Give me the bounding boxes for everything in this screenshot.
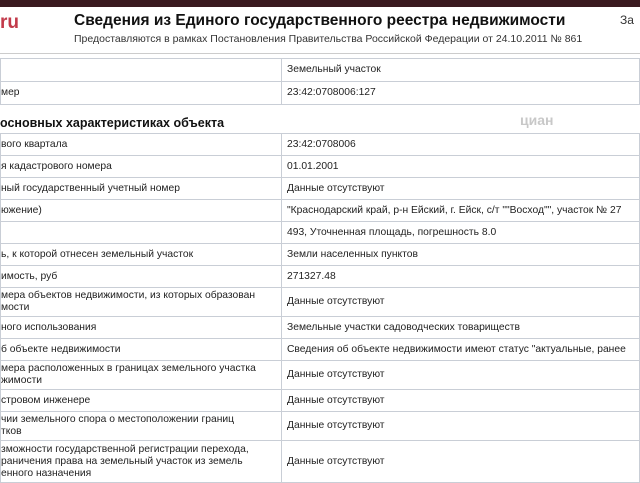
row-label: южение): [1, 200, 282, 222]
page-subtitle: Предоставляются в рамках Постановления Правительства Российской Федерации от 24.10.2011 № 861: [74, 33, 583, 45]
row-value: Земельный участок: [282, 59, 640, 82]
table-row: [1, 441, 640, 483]
table-row: [1, 134, 640, 156]
row-label: мера расположенных в границах земельного участка жимости: [1, 361, 282, 390]
row-label: мера объектов недвижимости, из которых образован мости: [1, 288, 282, 317]
row-value: Данные отсутствуют: [282, 441, 640, 483]
row-value: Земельные участки садоводческих товариществ: [282, 317, 640, 339]
row-value: 23:42:0708006:127: [282, 82, 640, 105]
row-value: Данные отсутствуют: [282, 412, 640, 441]
row-label: [1, 222, 282, 244]
table-row: [1, 178, 640, 200]
table-row: [1, 361, 640, 390]
row-label: [1, 59, 282, 82]
row-value: Земли населенных пунктов: [282, 244, 640, 266]
table-row: [1, 266, 640, 288]
row-label: я кадастрового номера: [1, 156, 282, 178]
table-row: [1, 339, 640, 361]
row-label: стровом инженере: [1, 390, 282, 412]
top-bar: [0, 0, 640, 7]
row-value: Данные отсутствуют: [282, 390, 640, 412]
row-label: ь, к которой отнесен земельный участок: [1, 244, 282, 266]
row-label: имость, руб: [1, 266, 282, 288]
row-value: 271327.48: [282, 266, 640, 288]
row-label: ного использования: [1, 317, 282, 339]
row-label: чии земельного спора о местоположении границ тков: [1, 412, 282, 441]
table-row: [1, 82, 640, 105]
page-title: Сведения из Единого государственного реестра недвижимости: [74, 12, 566, 29]
row-value: Сведения об объекте недвижимости имеют статус "актуальные, ранее: [282, 339, 640, 361]
header-right-text: За: [620, 13, 634, 27]
table-row: [1, 288, 640, 317]
row-label: б объекте недвижимости: [1, 339, 282, 361]
row-value: Данные отсутствуют: [282, 288, 640, 317]
row-value: 493, Уточненная площадь, погрешность 8.0: [282, 222, 640, 244]
table-row: [1, 317, 640, 339]
row-value: Данные отсутствуют: [282, 361, 640, 390]
site-logo[interactable]: ru: [0, 12, 19, 33]
row-value: Данные отсутствуют: [282, 178, 640, 200]
row-label: ный государственный учетный номер: [1, 178, 282, 200]
row-label: зможности государственной регистрации перехода, раничения права на земельный участок из земель енного назначения: [1, 441, 282, 483]
characteristics-table: [0, 133, 640, 483]
table-row: [1, 200, 640, 222]
section-title: основных характеристиках объекта: [0, 116, 225, 130]
table-row: [1, 59, 640, 82]
object-table: [0, 58, 640, 105]
table-row: [1, 156, 640, 178]
watermark: циан: [520, 112, 554, 128]
row-label: мер: [1, 82, 282, 105]
row-value: 23:42:0708006: [282, 134, 640, 156]
row-value: 01.01.2001: [282, 156, 640, 178]
table-row: [1, 222, 640, 244]
divider: [0, 53, 640, 54]
row-label: вого квартала: [1, 134, 282, 156]
row-value: "Краснодарский край, р-н Ейский, г. Ейск, с/т ""Восход"", участок № 27: [282, 200, 640, 222]
table-row: [1, 244, 640, 266]
table-row: [1, 390, 640, 412]
table-row: [1, 412, 640, 441]
